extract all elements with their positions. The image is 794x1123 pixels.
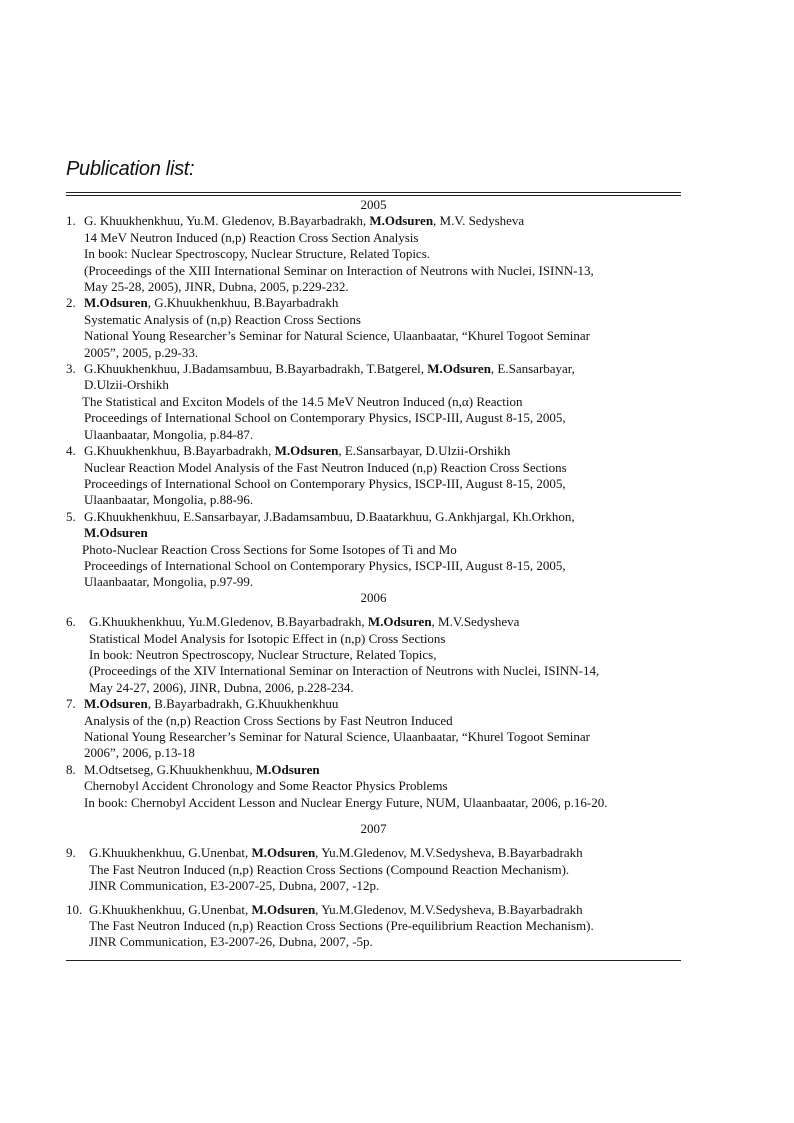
entry-title: 14 MeV Neutron Induced (n,p) Reaction Cross Section Analysis: [84, 229, 419, 245]
entry-number: 8.: [66, 761, 76, 777]
entry-source: (Proceedings of the XIII International Seminar on Interaction of Neutrons with Nuclei, ISINN-13,: [84, 262, 594, 278]
entry-source: In book: Nuclear Spectroscopy, Nuclear Structure, Related Topics.: [84, 246, 431, 262]
entry-authors: M.Odsuren, B.Bayarbadrakh, G.Khuukhenkhuu: [84, 696, 339, 712]
entry-source: National Young Researcher’s Seminar for Natural Science, Ulaanbaatar, “Khurel Togoot Seminar: [84, 729, 591, 744]
publication-entry: [66, 509, 681, 591]
entry-number: 2.: [66, 295, 76, 311]
year-heading-2007: 2007: [360, 821, 387, 837]
entry-source: Proceedings of International School on Contemporary Physics, ISCP-III, August 8-15, 2005,: [84, 475, 566, 491]
header-double-rule: [66, 192, 681, 196]
entry-title: The Statistical and Exciton Models of the 14.5 MeV Neutron Induced (n,α) Reaction: [82, 393, 523, 409]
entry-source: Proceedings of International School on Contemporary Physics, ISCP-III, August 8-15, 2005,: [84, 557, 566, 573]
entry-source: 2006”, 2006, p.13-18: [84, 745, 195, 761]
entry-source: Ulaanbaatar, Mongolia, p.97-99.: [84, 574, 254, 590]
entry-title: Analysis of the (n,p) Reaction Cross Sections by Fast Neutron Induced: [84, 712, 453, 728]
entry-number: 10.: [66, 901, 83, 917]
entry-source: May 25-28, 2005), JINR, Dubna, 2005, p.229-232.: [84, 279, 349, 295]
footer-rule: [66, 960, 681, 961]
publication-entry: [66, 295, 681, 361]
entry-number: 7.: [66, 696, 76, 712]
entry-authors: G.Khuukhenkhuu, G.Unenbat, M.Odsuren, Yu.M.Gledenov, M.V.Sedysheva, B.Bayarbadrakh: [89, 901, 583, 917]
entry-title: Statistical Model Analysis for Isotopic Effect in (n,p) Cross Sections: [89, 630, 446, 646]
entry-number: 4.: [66, 443, 76, 459]
publication-entry: [66, 443, 681, 509]
page-title: Publication list:: [66, 158, 195, 180]
entry-number: 9.: [66, 845, 76, 861]
entry-source: Proceedings of International School on Contemporary Physics, ISCP-III, August 8-15, 2005,: [84, 410, 566, 426]
entry-title: Chernobyl Accident Chronology and Some Reactor Physics Problems: [84, 778, 448, 794]
entry-number: 3.: [66, 361, 76, 377]
entry-authors-continued: M.Odsuren: [84, 525, 148, 541]
entry-authors: G.Khuukhenkhuu, Yu.M.Gledenov, B.Bayarbadrakh, M.Odsuren, M.V.Sedysheva: [89, 614, 520, 630]
entry-title: Systematic Analysis of (n,p) Reaction Cross Sections: [84, 311, 361, 327]
year-heading-2005: 2005: [360, 197, 387, 212]
entry-source: National Young Researcher’s Seminar for Natural Science, Ulaanbaatar, “Khurel Togoot Seminar: [84, 328, 591, 344]
entry-number: 5.: [66, 508, 76, 524]
entry-source: (Proceedings of the XIV International Seminar on Interaction of Neutrons with Nuclei, ISINN-14,: [89, 663, 600, 679]
entry-authors-continued: D.Ulzii-Orshikh: [84, 377, 169, 393]
entry-title: The Fast Neutron Induced (n,p) Reaction Cross Sections (Compound Reaction Mechanism).: [89, 861, 570, 877]
entry-title: Nuclear Reaction Model Analysis of the Fast Neutron Induced (n,p) Reaction Cross Sections: [84, 459, 567, 475]
entry-number: 1.: [66, 213, 76, 229]
entry-source: JINR Communication, E3-2007-26, Dubna, 2007, -5p.: [89, 934, 373, 950]
entry-source: Ulaanbaatar, Mongolia, p.88-96.: [84, 492, 254, 508]
entry-title: The Fast Neutron Induced (n,p) Reaction Cross Sections (Pre-equilibrium Reaction Mechanism).: [89, 918, 594, 934]
entry-authors: G. Khuukhenkhuu, Yu.M. Gledenov, B.Bayarbadrakh, M.Odsuren, M.V. Sedysheva: [84, 213, 525, 229]
entry-source: JINR Communication, E3-2007-25, Dubna, 2007, -12p.: [89, 878, 380, 894]
publication-list: [66, 197, 681, 951]
entry-source: In book: Neutron Spectroscopy, Nuclear Structure, Related Topics,: [89, 646, 437, 662]
entry-authors: M.Odtsetseg, G.Khuukhenkhuu, M.Odsuren: [84, 761, 320, 777]
entry-number: 6.: [66, 614, 76, 630]
entry-authors: G.Khuukhenkhuu, B.Bayarbadrakh, M.Odsuren, E.Sansarbayar, D.Ulzii-Orshikh: [84, 443, 511, 459]
entry-authors: G.Khuukhenkhuu, J.Badamsambuu, B.Bayarbadrakh, T.Batgerel, M.Odsuren, E.Sansarbayar,: [84, 361, 575, 377]
publication-entry: [66, 361, 681, 443]
publication-entry: [66, 614, 681, 696]
entry-source: Ulaanbaatar, Mongolia, p.84-87.: [84, 426, 254, 442]
entry-source: In book: Chernobyl Accident Lesson and Nuclear Energy Future, NUM, Ulaanbaatar, 2006, p.16-20.: [84, 794, 608, 810]
publication-entry: [66, 213, 681, 295]
entry-authors: G.Khuukhenkhuu, G.Unenbat, M.Odsuren, Yu.M.Gledenov, M.V.Sedysheva, B.Bayarbadrakh: [89, 845, 583, 861]
entry-authors: M.Odsuren, G.Khuukhenkhuu, B.Bayarbadrakh: [84, 295, 339, 311]
entry-source: 2005”, 2005, p.29-33.: [84, 344, 199, 360]
publication-entry: [66, 696, 681, 762]
publication-entry: [66, 845, 681, 894]
entry-source: May 24-27, 2006), JINR, Dubna, 2006, p.228-234.: [89, 679, 354, 695]
entry-title: Photo-Nuclear Reaction Cross Sections for Some Isotopes of Ti and Mo: [82, 541, 457, 557]
publication-entry: [66, 902, 681, 951]
publication-entry: [66, 762, 681, 811]
entry-authors: G.Khuukhenkhuu, E.Sansarbayar, J.Badamsambuu, D.Baatarkhuu, G.Ankhjargal, Kh.Orkhon,: [84, 508, 575, 524]
year-heading-2006: 2006: [360, 589, 387, 605]
